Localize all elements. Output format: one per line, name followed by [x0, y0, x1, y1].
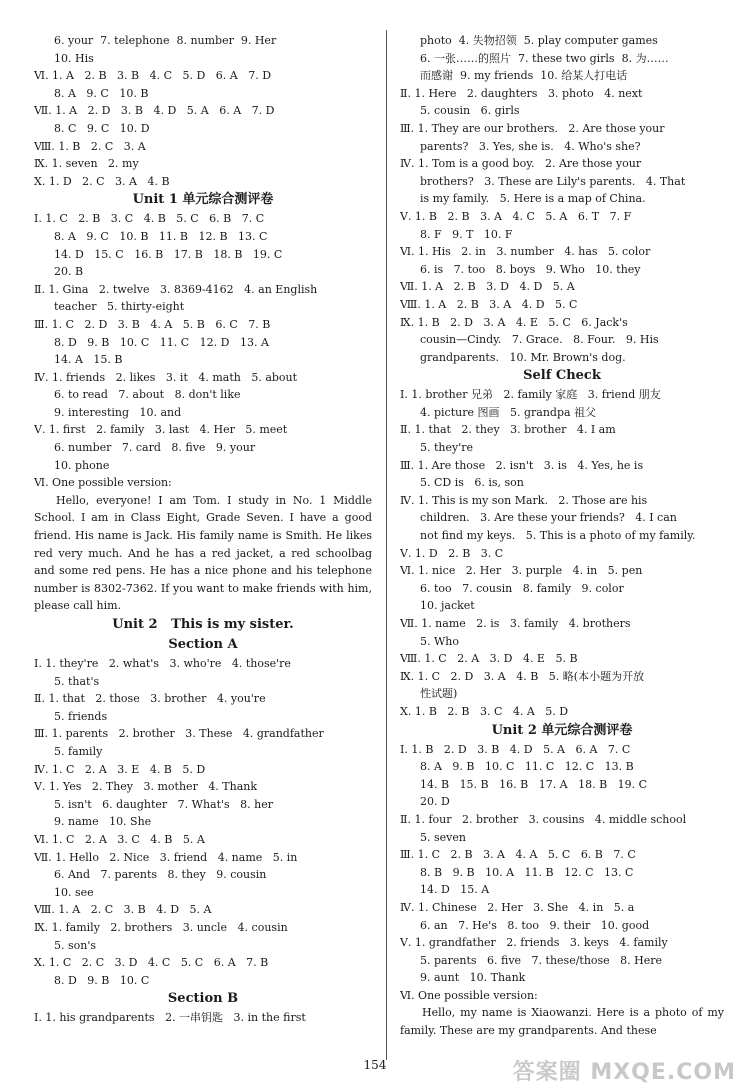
- section-heading: Self Check: [523, 368, 601, 384]
- answer-line: Ⅵ. 1. His 2. in 3. number 4. has 5. color: [400, 245, 651, 259]
- answer-line: 9. interesting 10. and: [54, 405, 182, 419]
- composition-paragraph: Hello, everyone! I am Tom. I study in No. 1 Middle School. I am in Class Eight, Grade Seven. I have a good friend. His name is Jack. His family name is Smith. He likes red very much. And he has a red jacket, a red schoolbag and some red pens. He has a nice phone and his telephone number is 8302-7362. If you want to make friends with him, please call him.: [34, 493, 372, 613]
- watermark-logo: 答案圈 MXQE.COM: [512, 1060, 736, 1085]
- answer-line: Ⅲ. 1. They are our brothers. 2. Are those your: [400, 121, 665, 135]
- answer-line: Ⅸ. 1. family 2. brothers 3. uncle 4. cousin: [34, 920, 288, 934]
- right-column: [400, 32, 724, 1040]
- answer-line: 6. And 7. parents 8. they 9. cousin: [54, 868, 267, 882]
- answer-line: 4. picture 图画 5. grandpa 祖父: [420, 405, 597, 419]
- answer-line: parents? 3. Yes, she is. 4. Who's she?: [420, 139, 641, 153]
- answer-line: Ⅲ. 1. C 2. D 3. B 4. A 5. B 6. C 7. B: [34, 317, 271, 331]
- answer-line: 10. phone: [54, 458, 110, 472]
- answer-line: children. 3. Are these your friends? 4. I can: [420, 511, 677, 525]
- answer-line: Ⅰ. 1. his grandparents 2. 一串钥匙 3. in the first: [34, 1011, 306, 1025]
- answer-line: Ⅱ. 1. four 2. brother 3. cousins 4. middle school: [400, 812, 687, 826]
- answer-line: 14. D 15. A: [420, 883, 490, 897]
- answer-line: 5. son's: [54, 938, 97, 952]
- answer-line: 8. F 9. T 10. F: [420, 227, 513, 241]
- answer-line: 10. jacket: [420, 599, 475, 613]
- answer-line: 5. family: [54, 744, 103, 758]
- answer-line: Ⅵ. 1. C 2. A 3. C 4. B 5. A: [34, 832, 205, 846]
- answer-line: Ⅹ. 1. C 2. C 3. D 4. C 5. C 6. A 7. B: [34, 956, 269, 970]
- answer-line: 14. A 15. B: [54, 353, 123, 367]
- answer-line: 5. Who: [420, 634, 460, 648]
- answer-line: 9. name 10. She: [54, 815, 152, 829]
- section-heading: Unit 2 单元综合测评卷: [491, 722, 633, 738]
- answer-line: Ⅲ. 1. parents 2. brother 3. These 4. grandfather: [34, 727, 324, 741]
- answer-line: Ⅷ. 1. A 2. C 3. B 4. D 5. A: [34, 903, 212, 917]
- answer-line: 5. isn't 6. daughter 7. What's 8. her: [54, 797, 274, 811]
- answer-line: Ⅵ. 1. nice 2. Her 3. purple 4. in 5. pen: [400, 564, 643, 578]
- answer-line: 9. aunt 10. Thank: [420, 971, 526, 985]
- answer-line: 5. cousin 6. girls: [420, 104, 520, 118]
- answer-line: not find my keys. 5. This is a photo of my family.: [420, 529, 696, 543]
- answer-line: Ⅷ. 1. B 2. C 3. A: [34, 139, 146, 153]
- answer-line: teacher 5. thirty-eight: [54, 300, 185, 314]
- answer-line: Ⅳ. 1. Chinese 2. Her 3. She 4. in 5. a: [400, 900, 635, 914]
- answer-line: 5. seven: [420, 830, 466, 844]
- composition-paragraph: Hello, my name is Xiaowanzi. Here is a photo of my family. These are my grandparents. And these: [400, 1006, 724, 1038]
- answer-line: Ⅸ. 1. B 2. D 3. A 4. E 5. C 6. Jack's: [400, 315, 628, 329]
- answer-line: 8. C 9. C 10. D: [54, 121, 150, 135]
- section-heading: Unit 1 单元综合测评卷: [132, 192, 274, 208]
- answer-line: 性试题): [420, 687, 458, 701]
- answer-line: Ⅶ. 1. Hello 2. Nice 3. friend 4. name 5. in: [34, 850, 298, 864]
- section-heading: Section A: [168, 637, 238, 652]
- answer-line: 6. an 7. He's 8. too 9. their 10. good: [420, 918, 650, 932]
- answer-line: 5. friends: [54, 709, 108, 723]
- answer-line: Ⅶ. 1. A 2. D 3. B 4. D 5. A 6. A 7. D: [34, 104, 275, 118]
- answer-line: 8. B 9. B 10. A 11. B 12. C 13. C: [420, 865, 634, 879]
- answer-line: 8. D 9. B 10. C: [54, 973, 150, 987]
- answer-line: Ⅴ. 1. Yes 2. They 3. mother 4. Thank: [34, 780, 258, 794]
- answer-line: 5. that's: [54, 674, 100, 688]
- answer-line: Ⅶ. 1. name 2. is 3. family 4. brothers: [400, 617, 631, 630]
- answer-line: 10. see: [54, 885, 94, 899]
- answer-line: 6. is 7. too 8. boys 9. Who 10. they: [420, 262, 641, 276]
- left-column: [34, 32, 372, 1027]
- answer-line: Ⅵ. 1. A 2. B 3. B 4. C 5. D 6. A 7. D: [34, 69, 272, 83]
- answer-line: 6. to read 7. about 8. don't like: [54, 388, 241, 402]
- answer-line: Ⅴ. 1. B 2. B 3. A 4. C 5. A 6. T 7. F: [400, 209, 632, 223]
- answer-line: 8. D 9. B 10. C 11. C 12. D 13. A: [54, 335, 269, 349]
- answer-line: 5. they're: [420, 441, 474, 455]
- section-heading: Section B: [167, 991, 239, 1007]
- answer-line: 5. parents 6. five 7. these/those 8. Here: [420, 953, 663, 967]
- answer-line: 8. A 9. C 10. B: [54, 86, 149, 100]
- answer-line: Ⅱ. 1. that 2. those 3. brother 4. you're: [34, 692, 266, 706]
- answer-line: brothers? 3. These are Lily's parents. 4. That: [420, 174, 686, 188]
- answer-line: cousin—Cindy. 7. Grace. 8. Four. 9. His: [420, 333, 659, 347]
- answer-line: grandparents. 10. Mr. Brown's dog.: [420, 350, 626, 364]
- answer-line: Ⅹ. 1. B 2. B 3. C 4. A 5. D: [400, 704, 569, 718]
- answer-line: 8. A 9. C 10. B 11. B 12. B 13. C: [54, 229, 268, 243]
- section-heading: Unit 2 This is my sister.: [112, 617, 294, 632]
- answer-line: Ⅹ. 1. D 2. C 3. A 4. B: [34, 174, 170, 188]
- answer-line: Ⅱ. 1. Gina 2. twelve 3. 8369-4162 4. an English: [34, 282, 318, 296]
- answer-line: 6. 一张……的照片 7. these two girls 8. 为……: [420, 51, 669, 65]
- answer-line: Ⅰ. 1. B 2. D 3. B 4. D 5. A 6. A 7. C: [400, 742, 631, 756]
- answer-line: Ⅸ. 1. seven 2. my: [34, 157, 139, 171]
- answer-line: 20. B: [54, 265, 84, 279]
- column-divider: [386, 30, 387, 1060]
- page-number: 154: [363, 1058, 387, 1072]
- answer-line: Ⅳ. 1. C 2. A 3. E 4. B 5. D: [34, 762, 206, 776]
- answer-line: 14. B 15. B 16. B 17. A 18. B 19. C: [420, 777, 648, 791]
- answer-line: 5. CD is 6. is, son: [420, 476, 524, 490]
- answer-line: Ⅳ. 1. friends 2. likes 3. it 4. math 5. about: [34, 370, 298, 384]
- answer-line: Ⅲ. 1. C 2. B 3. A 4. A 5. C 6. B 7. C: [400, 848, 636, 862]
- answer-line: Ⅳ. 1. Tom is a good boy. 2. Are those your: [400, 157, 642, 171]
- answer-line: Ⅱ. 1. Here 2. daughters 3. photo 4. next: [400, 86, 643, 100]
- answer-line: Ⅸ. 1. C 2. D 3. A 4. B 5. 略(本小题为开放: [400, 669, 645, 683]
- answer-line: Ⅵ. One possible version:: [34, 476, 172, 490]
- answer-line: Ⅴ. 1. D 2. B 3. C: [400, 546, 504, 560]
- answer-line: Ⅵ. One possible version:: [400, 988, 538, 1002]
- answer-line: 14. D 15. C 16. B 17. B 18. B 19. C: [54, 247, 283, 261]
- answer-line: 20. D: [420, 795, 450, 809]
- answer-line: 6. your 7. telephone 8. number 9. Her: [54, 34, 277, 47]
- answer-line: Ⅲ. 1. Are those 2. isn't 3. is 4. Yes, he is: [400, 458, 644, 472]
- answer-line: 6. number 7. card 8. five 9. your: [54, 441, 256, 455]
- answer-line: Ⅷ. 1. A 2. B 3. A 4. D 5. C: [400, 297, 578, 311]
- answer-line: Ⅰ. 1. C 2. B 3. C 4. B 5. C 6. B 7. C: [34, 212, 265, 226]
- answer-line: 6. too 7. cousin 8. family 9. color: [420, 581, 624, 595]
- answer-line: 10. His: [54, 51, 94, 65]
- answer-line: is my family. 5. Here is a map of China.: [420, 192, 646, 206]
- answer-line: Ⅰ. 1. brother 兄弟 2. family 家庭 3. friend 朋友: [400, 388, 661, 402]
- answer-line: Ⅷ. 1. C 2. A 3. D 4. E 5. B: [400, 652, 578, 666]
- answer-line: 而感谢 9. my friends 10. 给某人打电话: [420, 69, 628, 83]
- answer-line: Ⅰ. 1. they're 2. what's 3. who're 4. those're: [34, 657, 291, 670]
- answer-line: Ⅶ. 1. A 2. B 3. D 4. D 5. A: [400, 280, 575, 294]
- answer-line: 8. A 9. B 10. C 11. C 12. C 13. B: [420, 760, 634, 774]
- answer-line: Ⅴ. 1. grandfather 2. friends 3. keys 4. family: [400, 936, 668, 950]
- answer-line: Ⅳ. 1. This is my son Mark. 2. Those are his: [400, 493, 648, 507]
- answer-line: photo 4. 失物招领 5. play computer games: [420, 34, 658, 47]
- answer-line: Ⅴ. 1. first 2. family 3. last 4. Her 5. meet: [34, 423, 288, 437]
- answer-line: Ⅱ. 1. that 2. they 3. brother 4. I am: [400, 423, 616, 437]
